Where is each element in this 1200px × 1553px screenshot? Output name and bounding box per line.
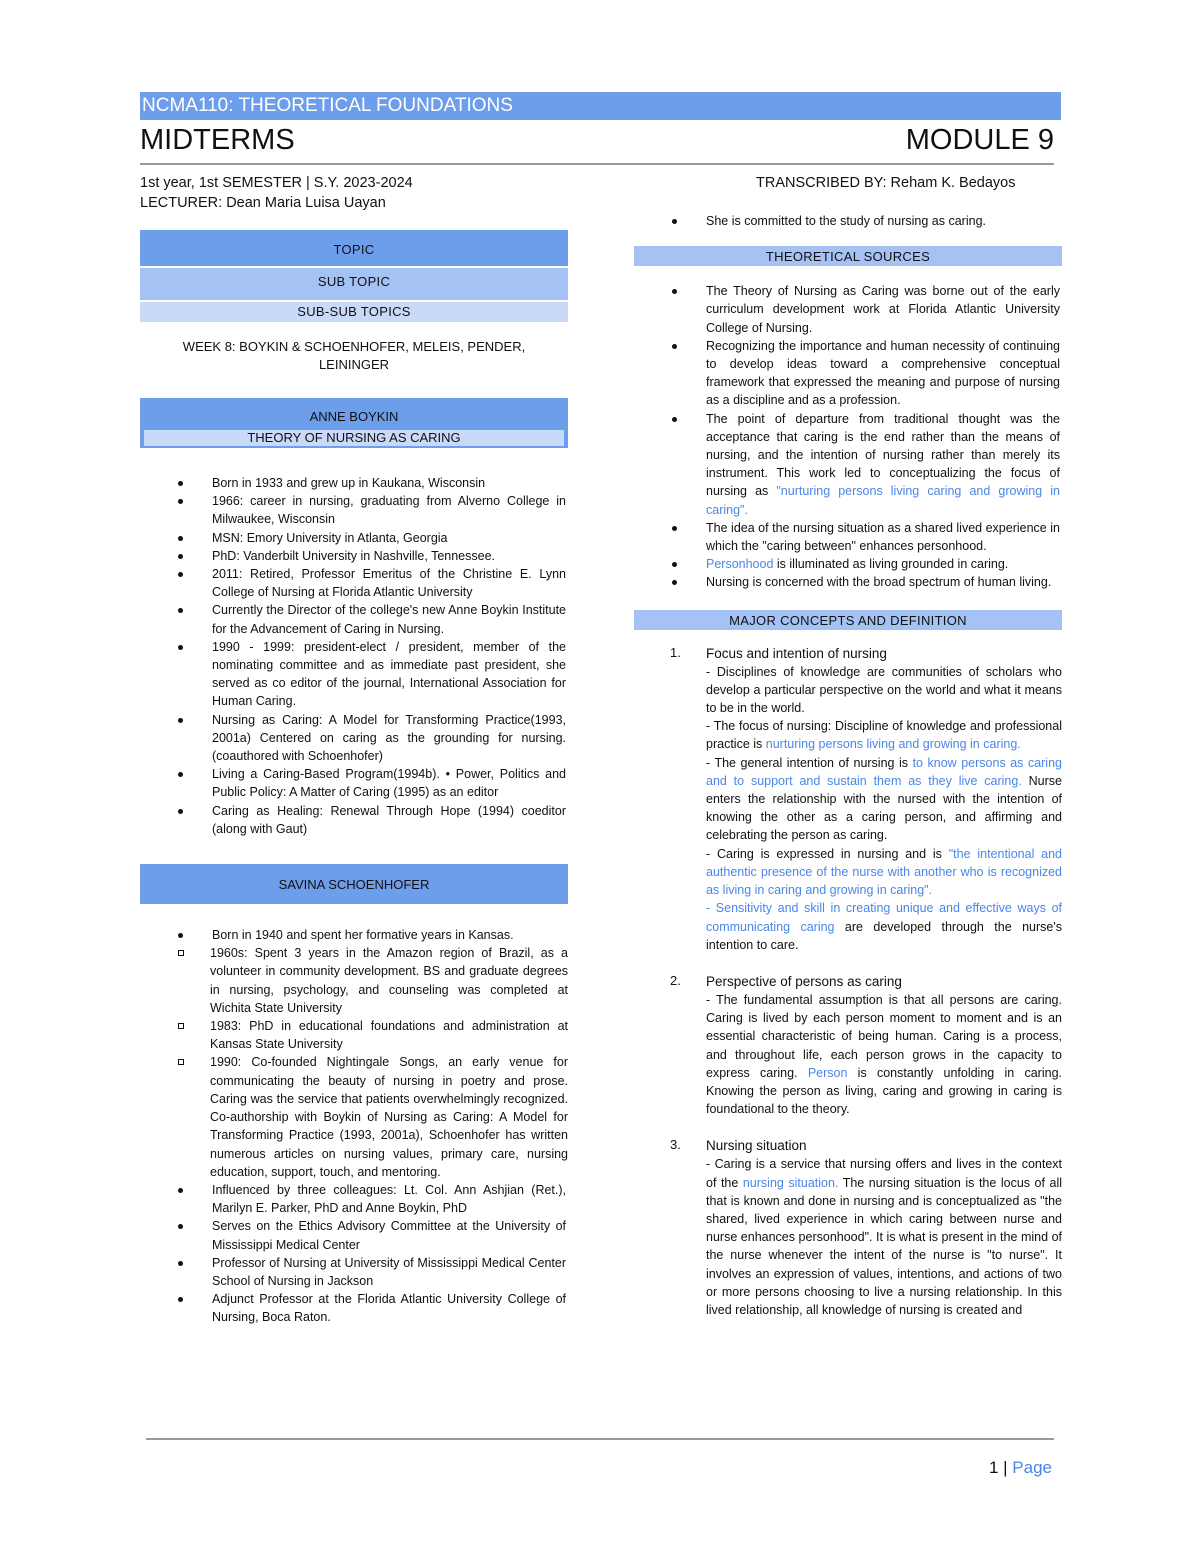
- list-item: Nursing is concerned with the broad spectrum of human living.: [634, 573, 1062, 591]
- highlighted-phrase: nursing situation.: [742, 1175, 839, 1190]
- legend-sub-topic: SUB TOPIC: [140, 268, 568, 300]
- schoenhofer-bio-list: [140, 926, 568, 944]
- list-item: Serves on the Ethics Advisory Committee at the University of Mississippi Medical Center: [140, 1217, 568, 1253]
- concept-paragraph: [706, 899, 1062, 954]
- text-segment: - Caring is a service that nursing offers and lives in the context of the: [706, 1157, 1062, 1190]
- sub-list-item: 1990: Co-founded Nightingale Songs, an early venue for communicating the beauty of nursing in poetry and prose. Caring was the service that patients overwhelmingly recognized. Co-authorship with Boykin of Nursing as Caring: A Model for Transforming Practice (1993, 2001a), Schoenhofer has written numerous articles on nursing values, primary care, nursing education, support, touch, and mentoring.: [140, 1053, 568, 1180]
- page-footer: [989, 1458, 1052, 1478]
- title-divider: [140, 163, 1054, 165]
- module-title: MODULE 9: [905, 124, 1054, 156]
- text-segment: is constantly unfolding in caring. Knowing the person as living, caring and growing in caring is foundational to the theory.: [706, 1065, 1062, 1117]
- list-item: Currently the Director of the college's new Anne Boykin Institute for the Advancement of Caring in Nursing.: [140, 601, 568, 637]
- list-item: Recognizing the importance and human necessity of continuing to develop ideas toward a comprehensive conceptual framework that expressed the meaning and purpose of nursing as a discipline and as a profession.: [634, 337, 1062, 410]
- right-column: [634, 212, 1062, 1319]
- lecturer: LECTURER: Dean Maria Luisa Uayan: [140, 195, 386, 211]
- concept-paragraph: - Disciplines of knowledge are communities of scholars who develop a particular perspective on the world and what it means to be in the world.: [706, 664, 1062, 716]
- exam-title: MIDTERMS: [140, 124, 295, 156]
- schoenhofer-bio-list-2: [140, 1181, 568, 1327]
- list-item: 1966: career in nursing, graduating from Alverno College in Milwaukee, Wisconsin: [140, 492, 568, 528]
- footer-divider: [146, 1438, 1054, 1440]
- boykin-bio-list: [140, 474, 568, 838]
- course-title-bar: NCMA110: THEORETICAL FOUNDATIONS: [140, 92, 1061, 120]
- concept-number: 2.: [670, 972, 681, 988]
- concept-title: Nursing situation: [706, 1138, 807, 1154]
- list-item: [140, 926, 568, 944]
- page-separator: |: [998, 1458, 1013, 1477]
- list-item-text: Born in 1940 and spent her formative years in Kansas.: [212, 928, 514, 943]
- highlighted-phrase: nurturing persons living and growing in caring.: [765, 737, 1021, 752]
- theoretical-sources-list: [634, 282, 1062, 591]
- highlighted-phrase: Sensitivity and skill in creating unique and effective ways of communicating caring: [706, 901, 1062, 934]
- list-item: Born in 1933 and grew up in Kaukana, Wisconsin: [140, 474, 568, 492]
- schoenhofer-header: SAVINA SCHOENHOFER: [140, 864, 568, 904]
- sub-list-item: 1983: PhD in educational foundations and administration at Kansas State University: [140, 1017, 568, 1053]
- list-item: [634, 410, 1062, 519]
- concept-number: 1.: [670, 644, 681, 660]
- list-item: Adjunct Professor at the Florida Atlantic University College of Nursing, Boca Raton.: [140, 1290, 568, 1326]
- highlighted-phrase: "nurturing persons living caring and growing in caring".: [706, 484, 1060, 517]
- boykin-name: ANNE BOYKIN: [309, 409, 399, 424]
- highlighted-term: Person: [807, 1065, 848, 1080]
- list-item: Professor of Nursing at University of Mississippi Medical Center School of Nursing in Jackson: [140, 1254, 568, 1290]
- concept-item: [634, 644, 1062, 954]
- week-title: WEEK 8: BOYKIN & SCHOENHOFER, MELEIS, PENDER, LEININGER: [182, 339, 526, 372]
- concept-title: Focus and intention of nursing: [706, 645, 887, 661]
- list-item: Caring as Healing: Renewal Through Hope (1994) coeditor (along with Gaut): [140, 802, 568, 838]
- text-segment: - The general intention of nursing is: [706, 755, 913, 770]
- text-segment: The nursing situation is the locus of all that is known and done in nursing and is conceptualized as "the shared, lived experience in which caring between nurse and nurse enhances personhood". It is what is present in the mind of the nurse whenever the intent of the nurse is "to nurse". It involves an expression of values, intentions, and actions of two or more persons choosing to live a nursing relationship. In this lived relationship, all knowledge of nursing is created and: [706, 1175, 1062, 1317]
- legend-sub-sub-topics: SUB-SUB TOPICS: [140, 302, 568, 322]
- concept-item: [634, 972, 1062, 1118]
- list-item: [634, 555, 1062, 573]
- concept-paragraph: [706, 754, 1062, 845]
- course-meta: [140, 173, 413, 213]
- text-segment: Nurse enters the relationship with the nursed with the intention of knowing the other as a caring person, and affirming and celebrating the person as caring.: [706, 773, 1062, 843]
- list-item: Living a Caring-Based Program(1994b). • Power, Politics and Public Policy: A Matter of Caring (1995) as an editor: [140, 765, 568, 801]
- schoenhofer-sub-list: [140, 944, 568, 1181]
- text-segment: -: [706, 901, 716, 916]
- text-segment: The point of departure from traditional thought was the acceptance that caring is the end rather than the means of nursing, and the intention of nursing rather than merely its instrument. This work led to conceptualizing the focus of nursing as: [706, 411, 1060, 499]
- concept-paragraph: [706, 845, 1062, 900]
- boykin-theory: THEORY OF NURSING AS CARING: [144, 430, 564, 446]
- list-item: PhD: Vanderbilt University in Nashville, Tennessee.: [140, 547, 568, 565]
- text-segment: - The focus of nursing: Discipline of knowledge and professional practice is: [706, 719, 1062, 752]
- page-number: 1: [988, 1458, 999, 1477]
- major-concepts-list: [634, 644, 1062, 1320]
- legend-topic: TOPIC: [140, 230, 568, 266]
- major-concepts-heading: MAJOR CONCEPTS AND DEFINITION: [634, 610, 1062, 630]
- list-item: The idea of the nursing situation as a shared lived experience in which the "caring between" enhances personhood.: [634, 519, 1062, 555]
- concept-paragraph: [706, 991, 1062, 1118]
- list-item: 1990 - 1999: president-elect / president, member of the nominating committee and as immediate past president, she served as co editor of the journal, International Association for Human Caring.: [140, 638, 568, 711]
- list-item: She is committed to the study of nursing as caring.: [634, 212, 1062, 230]
- list-item: Nursing as Caring: A Model for Transforming Practice(1993, 2001a) Centered on caring as the grounding for nursing. (coauthored with Schoenhofer): [140, 711, 568, 766]
- highlighted-phrase: "the intentional and authentic presence of the nurse with another who is recognized as living in caring and growing in caring".: [706, 846, 1063, 898]
- title-row: [140, 124, 1054, 162]
- list-item: 2011: Retired, Professor Emeritus of the Christine E. Lynn College of Nursing at Florida Atlantic University: [140, 565, 568, 601]
- concept-paragraph: [706, 717, 1062, 753]
- theoretical-sources-heading: THEORETICAL SOURCES: [634, 246, 1062, 266]
- sub-list-item: 1960s: Spent 3 years in the Amazon region of Brazil, as a volunteer in community development. BS and graduate degrees in nursing, psychology, and counseling was completed at Wichita State University: [140, 944, 568, 1017]
- concept-title: Perspective of persons as caring: [706, 973, 902, 989]
- highlighted-phrase: to know persons as caring and to support and sustain them as they live caring.: [706, 755, 1062, 788]
- left-column: [140, 230, 568, 1327]
- transcriber: TRANSCRIBED BY: Reham K. Bedayos: [756, 175, 1016, 191]
- list-item: MSN: Emory University in Atlanta, Georgia: [140, 529, 568, 547]
- list-item: Influenced by three colleagues: Lt. Col. Ann Ashjian (Ret.), Marilyn E. Parker, PhD and Anne Boykin, PhD: [140, 1181, 568, 1217]
- year-semester: 1st year, 1st SEMESTER | S.Y. 2023-2024: [140, 175, 413, 191]
- list-item: The Theory of Nursing as Caring was borne out of the early curriculum development work at Florida Atlantic University College of Nursing.: [634, 282, 1062, 337]
- text-segment: are developed through the nurse's intention to care.: [706, 919, 1062, 952]
- concept-number: 3.: [670, 1137, 681, 1153]
- page-label: Page: [1012, 1458, 1052, 1477]
- text-segment: is illuminated as living grounded in caring.: [773, 557, 1009, 572]
- boykin-header: [140, 398, 568, 448]
- concept-item: [634, 1136, 1062, 1319]
- text-segment: - The fundamental assumption is that all persons are caring. Caring is lived by each person moment to moment and is an essential characteristic of being human. Caring is a process, and throughout life, each person grows in the capacity to express caring.: [706, 992, 1062, 1080]
- intro-list: [634, 212, 1062, 230]
- text-segment: - Caring is expressed in nursing and is: [706, 846, 949, 861]
- concept-paragraph: [706, 1155, 1062, 1319]
- highlighted-term: Personhood: [706, 557, 774, 572]
